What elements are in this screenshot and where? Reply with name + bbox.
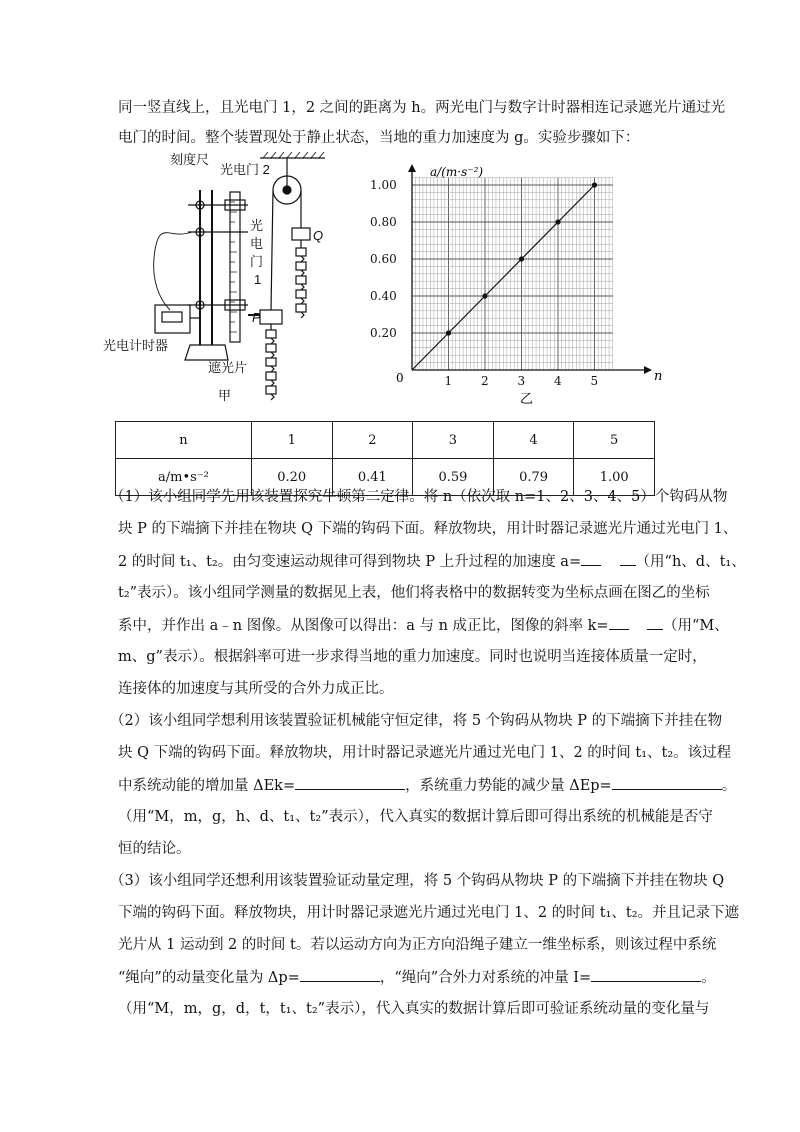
q1-line-1: （1）该小组同学先用该装置探究牛顿第二定律。将 n（依次取 n=1、2、3、4、5）个钩码从物 [110, 489, 728, 505]
ruler [230, 192, 240, 342]
table-cell: 2 [332, 422, 413, 459]
q1-line-3-tail: （用“h、d、t₁、 [635, 554, 746, 570]
table-cell: 0.20 [251, 459, 332, 496]
label-timer: 光电计时器 [103, 338, 169, 353]
label-P: P [252, 310, 261, 325]
q3-line-4-end: 。 [701, 970, 716, 986]
table-cell: 3 [413, 422, 494, 459]
timer-icon [155, 305, 190, 333]
y-tick-label: 0.20 [370, 326, 397, 340]
ruler-ticks [230, 202, 237, 332]
answer-blank-slope-2[interactable] [647, 615, 663, 630]
label-shutter: 遮光片 [208, 360, 248, 375]
answer-blank-acceleration-2[interactable] [620, 551, 636, 566]
q1-line-5-tail: （用“M、 [663, 618, 729, 634]
q2-line-5: 恒的结论。 [118, 841, 191, 857]
q2-line-1: （2）该小组同学想利用该装置验证机械能守恒定律，将 5 个钩码从物块 P 的下端摘下并挂在物 [110, 713, 723, 729]
q1-line-7: 连接体的加速度与其所受的合外力成正比。 [118, 681, 394, 697]
weights-Q [296, 240, 306, 318]
y-tick-label: 1.00 [370, 178, 397, 192]
q2-line-3-mid: ，系统重力势能的减少量 ΔEp= [405, 778, 612, 794]
label-gate1-c1: 光 [250, 218, 264, 233]
answer-blank-potential[interactable] [612, 775, 722, 790]
data-point [592, 182, 597, 187]
q3-line-5: （用“M，m，g，d，t，t₁、t₂”表示），代入真实的数据计算后即可验证系统动量的变化量与 [118, 1001, 710, 1017]
table-cell: 4 [493, 422, 574, 459]
caption-yi: 乙 [520, 391, 534, 406]
q1-line-4: t₂”表示）。该小组同学测量的数据见上表，他们将表格中的数据转变为坐标点画在图乙的坐标 [118, 585, 710, 601]
weights-P [266, 324, 276, 400]
y-tick-label: 0.80 [370, 215, 397, 229]
q2-line-3-end: 。 [721, 778, 737, 794]
string-left [271, 190, 273, 310]
data-point [519, 256, 524, 261]
caption-jia: 甲 [218, 388, 232, 403]
q2-line-2: 块 Q 下端的钩码下面。释放物块，用计时器记录遮光片通过光电门 1、2 的时间 t₁、t₂。该过程 [118, 745, 732, 761]
table-cell: 1 [251, 422, 332, 459]
answer-blank-slope[interactable] [609, 615, 629, 630]
block-Q [292, 228, 310, 240]
x-tick-label: 4 [554, 374, 562, 388]
q3-line-2: 下端的钩码下面。释放物块，用计时器记录遮光片通过光电门 1、2 的时间 t₁、t₂。并且记录下遮 [118, 905, 740, 921]
x-tick-label: 3 [517, 374, 526, 388]
q3-line-4-text: “绳向”的动量变化量为 Δp= [118, 970, 300, 986]
label-gate2: 光电门 2 [220, 162, 270, 177]
table-cell: a/m•s⁻² [116, 459, 252, 496]
stand-base [185, 345, 228, 360]
answer-blank-kinetic[interactable] [295, 775, 405, 790]
q1-line-2: 块 P 的下端摘下并挂在物块 Q 下端的钩码下面。释放物块，用计时器记录遮光片通过光电门 1、 [118, 521, 738, 537]
q1-line-3-text: 2 的时间 t₁、t₂。由匀变速运动规律可得到物块 P 上升过程的加速度 a= [118, 554, 582, 570]
q2-line-3 [118, 775, 736, 796]
chart-grid [412, 178, 613, 370]
y-axis-label: a/(m·s⁻²) [430, 165, 484, 179]
q1-line-6: m、g”表示）。根据斜率可进一步求得当地的重力加速度。同时也说明当连接体质量一定时， [118, 649, 707, 665]
block-P [260, 310, 282, 324]
label-Q: Q [313, 228, 324, 243]
q3-line-3: 光片从 1 运动到 2 的时间 t。若以运动方向为正方向沿绳子建立一维坐标系，则该过程中系统 [118, 937, 717, 953]
q2-line-4: （用“M，m，g，h、d、t₁、t₂”表示），代入真实的数据计算后即可得出系统的机械能是否守 [118, 809, 713, 825]
table-cell: n [116, 422, 252, 459]
q1-line-5-text: 系中，并作出 a﹣n 图像。从图像可以得出：a 与 n 成正比，图像的斜率 k= [118, 618, 609, 634]
x-tick-label: 1 [444, 374, 453, 388]
q3-line-4 [118, 967, 716, 988]
q1-line-5 [118, 615, 729, 636]
x-tick-label: 5 [590, 374, 599, 388]
x-axis-label: n [654, 369, 663, 384]
data-point [446, 330, 451, 335]
label-gate1-c4: 1 [254, 272, 262, 287]
graph-figure [360, 160, 670, 415]
table-cell: 5 [574, 422, 655, 459]
ceiling-hatch [263, 152, 324, 158]
y-tick-label: 0.60 [370, 252, 397, 266]
intro-line-2: 电门的时间。整个装置现处于静止状态，当地的重力加速度为 g。实验步骤如下： [118, 130, 640, 146]
answer-blank-momentum[interactable] [300, 967, 380, 982]
answer-blank-acceleration[interactable] [581, 551, 601, 566]
table-cell: 0.41 [332, 459, 413, 496]
table-cell: 1.00 [574, 459, 655, 496]
label-ruler: 刻度尺 [170, 152, 210, 167]
y-tick-label: 0.40 [370, 289, 397, 303]
q3-line-1: （3）该小组同学还想利用该装置验证动量定理，将 5 个钩码从物块 P 的下端摘下并挂在物块 Q [110, 873, 725, 889]
data-point [482, 293, 487, 298]
label-gate1-c2: 电 [250, 236, 264, 251]
x-tick-label: 2 [481, 374, 489, 388]
data-table [115, 421, 655, 496]
answer-blank-impulse[interactable] [591, 967, 701, 982]
table-row [116, 422, 655, 459]
wire [154, 232, 192, 310]
origin-label: 0 [396, 371, 404, 385]
table-cell: 0.79 [493, 459, 574, 496]
table-cell: 0.59 [413, 459, 494, 496]
q1-line-3 [118, 551, 746, 572]
intro-line-1: 同一竖直线上，且光电门 1，2 之间的距离为 h。两光电门与数字计时器相连记录遮光片通过光 [118, 100, 726, 116]
x-axis-arrow-icon [644, 366, 652, 374]
data-point [555, 219, 560, 224]
label-gate1-c3: 门 [250, 254, 264, 269]
q3-line-4-mid: ，“绳向”合外力对系统的冲量 I= [379, 970, 592, 986]
q2-line-3-text: 中系统动能的增加量 ΔEk= [118, 778, 296, 794]
apparatus-figure [100, 150, 330, 415]
y-axis-arrow-icon [408, 164, 416, 172]
